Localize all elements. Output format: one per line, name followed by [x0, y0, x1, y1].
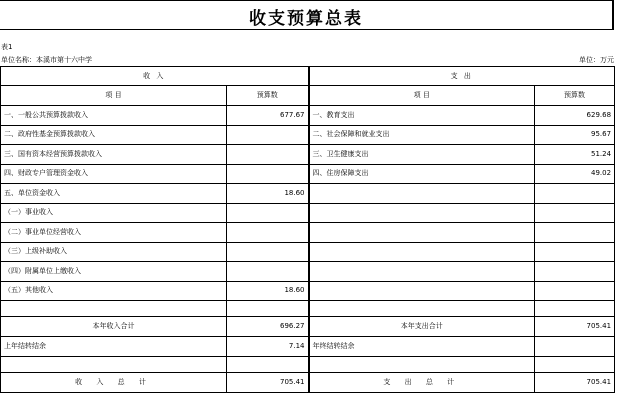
expense-value-cell — [535, 242, 615, 262]
income-item-cell: 二、政府性基金预算拨款收入 — [1, 125, 227, 145]
carry-in-label: 上年结转结余 — [1, 337, 227, 357]
table-row — [1, 106, 615, 126]
expense-item-cell — [309, 281, 535, 301]
blank-cell — [535, 301, 615, 317]
table-row — [1, 281, 615, 301]
table-number: 表1 — [1, 43, 13, 51]
income-item-cell: 五、单位资金收入 — [1, 184, 227, 204]
income-value-cell: 18.60 — [227, 281, 309, 301]
expense-value-cell — [535, 184, 615, 204]
income-value-cell: 18.60 — [227, 184, 309, 204]
expense-item-header: 项 目 — [309, 86, 535, 106]
expense-item-cell: 二、社会保障和就业支出 — [309, 125, 535, 145]
blank-row — [1, 301, 615, 317]
expense-header: 支 出 — [309, 67, 615, 86]
blank-cell — [1, 357, 227, 373]
carry-in-value: 7.14 — [227, 337, 309, 357]
expense-item-cell — [309, 184, 535, 204]
blank-cell — [309, 301, 535, 317]
year-income-label: 本年收入合计 — [1, 317, 227, 337]
expense-total-label: 支 出 总 计 — [309, 373, 535, 393]
table-row — [1, 164, 615, 184]
blank-cell — [535, 357, 615, 373]
carry-over-row — [1, 337, 615, 357]
income-item-cell: （一）事业收入 — [1, 203, 227, 223]
expense-item-cell — [309, 242, 535, 262]
income-item-cell: 一、一般公共预算拨款收入 — [1, 106, 227, 126]
expense-item-cell — [309, 262, 535, 282]
grand-total-row — [1, 373, 615, 393]
blank-cell — [309, 357, 535, 373]
income-total-value: 705.41 — [227, 373, 309, 393]
expense-value-cell — [535, 281, 615, 301]
table-row — [1, 145, 615, 165]
blank-cell — [227, 357, 309, 373]
year-expense-value: 705.41 — [535, 317, 615, 337]
section-header-row — [1, 67, 615, 86]
expense-item-cell: 四、住房保障支出 — [309, 164, 535, 184]
expense-budget-header: 预算数 — [535, 86, 615, 106]
expense-value-cell: 95.67 — [535, 125, 615, 145]
income-value-cell — [227, 164, 309, 184]
expense-item-cell — [309, 223, 535, 243]
expense-value-cell — [535, 203, 615, 223]
income-item-cell: （四）附属单位上缴收入 — [1, 262, 227, 282]
income-item-cell: 四、财政专户管理资金收入 — [1, 164, 227, 184]
expense-value-cell: 49.02 — [535, 164, 615, 184]
income-total-label: 收 入 总 计 — [1, 373, 227, 393]
expense-total-value: 705.41 — [535, 373, 615, 393]
title-bar — [0, 0, 614, 30]
expense-value-cell — [535, 262, 615, 282]
income-value-cell — [227, 262, 309, 282]
budget-table — [0, 66, 615, 393]
income-item-cell: （五）其他收入 — [1, 281, 227, 301]
page-title: 收支预算总表 — [249, 9, 363, 29]
table-row — [1, 242, 615, 262]
table-row — [1, 184, 615, 204]
table-row — [1, 203, 615, 223]
expense-item-cell — [309, 203, 535, 223]
income-item-cell: （三）上级补助收入 — [1, 242, 227, 262]
blank-row — [1, 357, 615, 373]
income-value-cell — [227, 145, 309, 165]
income-item-header: 项 目 — [1, 86, 227, 106]
year-total-row — [1, 317, 615, 337]
column-header-row — [1, 86, 615, 106]
income-value-cell — [227, 223, 309, 243]
blank-cell — [227, 301, 309, 317]
unit-name: 单位名称：本溪市第十六中学 — [1, 56, 92, 64]
year-expense-label: 本年支出合计 — [309, 317, 535, 337]
table-row — [1, 262, 615, 282]
expense-value-cell: 51.24 — [535, 145, 615, 165]
income-value-cell: 677.67 — [227, 106, 309, 126]
table-row — [1, 125, 615, 145]
income-item-cell: （二）事业单位经营收入 — [1, 223, 227, 243]
expense-item-cell: 三、卫生健康支出 — [309, 145, 535, 165]
income-value-cell — [227, 242, 309, 262]
income-budget-header: 预算数 — [227, 86, 309, 106]
carry-out-label: 年终结转结余 — [309, 337, 535, 357]
expense-value-cell — [535, 223, 615, 243]
expense-value-cell: 629.68 — [535, 106, 615, 126]
money-unit: 单位：万元 — [579, 56, 614, 64]
income-item-cell: 三、国有资本经营预算拨款收入 — [1, 145, 227, 165]
carry-out-value — [535, 337, 615, 357]
table-row — [1, 223, 615, 243]
expense-item-cell: 一、教育支出 — [309, 106, 535, 126]
year-income-value: 696.27 — [227, 317, 309, 337]
income-value-cell — [227, 125, 309, 145]
income-value-cell — [227, 203, 309, 223]
income-header: 收 入 — [1, 67, 309, 86]
blank-cell — [1, 301, 227, 317]
